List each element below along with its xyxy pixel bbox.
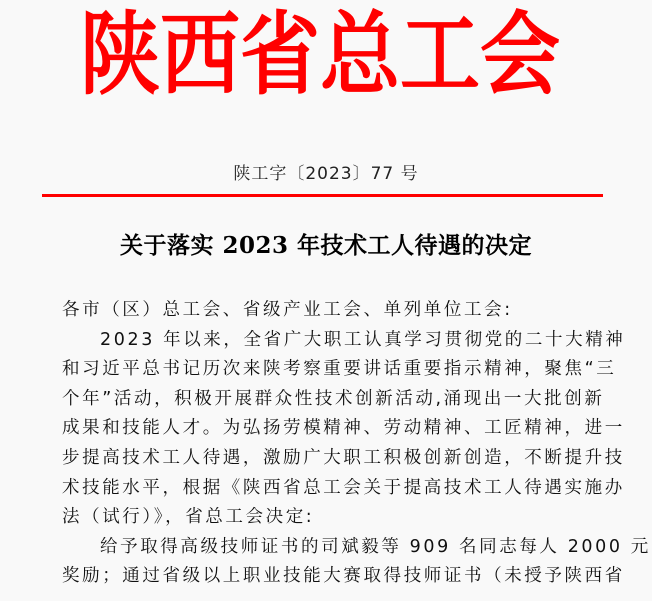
salutation-line: 各市（区）总工会、省级产业工会、单列单位工会: <box>62 300 513 320</box>
body-line: 个年”活动，积极开展群众性技术创新活动,涌现出一大批创新 <box>62 388 605 409</box>
masthead-char: 省 <box>240 1 320 107</box>
masthead-char: 工 <box>400 1 480 107</box>
document-body <box>62 296 651 592</box>
body-line: 给予取得高级技师证书的司斌毅等 909 名同志每人 2000 元 <box>100 536 651 557</box>
masthead-char: 会 <box>480 1 560 107</box>
document-number: 陕工字〔2023〕77 号 <box>233 164 419 184</box>
masthead-title <box>80 1 560 107</box>
body-line: 和习近平总书记历次来陕考察重要讲话重要指示精神，聚焦“三 <box>62 359 617 380</box>
body-line: 2023 年以来，全省广大职工认真学习贯彻党的二十大精神 <box>100 329 626 350</box>
masthead-char: 总 <box>320 1 400 107</box>
body-line: 术技能水平，根据《陕西省总工会关于提高技术工人待遇实施办 <box>62 477 625 498</box>
red-divider-rule <box>42 194 603 197</box>
body-line: 步提高技术工人待遇，激励广大职工积极创新创造，不断提升技 <box>62 447 625 468</box>
masthead-char: 西 <box>160 1 240 107</box>
body-line: 奖励；通过省级以上职业技能大赛取得技师证书（未授予陕西省 <box>62 566 625 587</box>
document-title: 关于落实 2023 年技术工人待遇的决定 <box>119 232 533 259</box>
body-line: 法（试行）》，省总工会决定: <box>62 507 315 528</box>
masthead-char: 陕 <box>80 1 160 107</box>
body-line: 成果和技能人才。为弘扬劳模精神、劳动精神、工匠精神，进一 <box>62 418 625 439</box>
